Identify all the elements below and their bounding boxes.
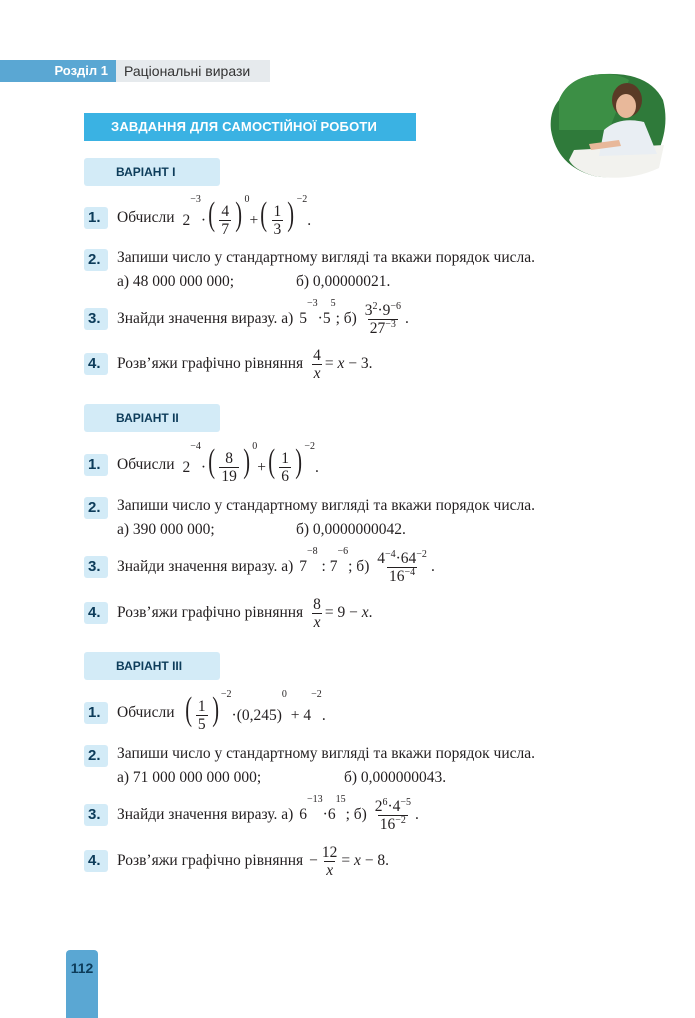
variant-2-label: ВАРІАНТ II — [84, 404, 220, 432]
student-photo — [549, 70, 669, 182]
task-number: 3. — [84, 804, 108, 826]
section-title: ЗАВДАННЯ ДЛЯ САМОСТІЙНОЇ РОБОТИ — [84, 113, 416, 141]
page-number: 112 — [66, 950, 98, 1018]
task-number: 3. — [84, 308, 108, 330]
task-number: 3. — [84, 556, 108, 578]
task-number: 2. — [84, 745, 108, 767]
expression: ( $\frac{1}{5}$ ) $^{-2}\cdot(0,245)^0 + 4^{-2}$. — [184, 688, 326, 734]
chapter-label: Розділ 1 — [0, 60, 116, 82]
task-number: 4. — [84, 602, 108, 624]
task-number: 1. — [84, 454, 108, 476]
task-text: Запиши число у стандартному вигляді та вкажи порядок числа. — [117, 745, 536, 762]
expression: $5^{-3}\cdot 5^5$; б) $\frac{3^2\cdot 9^{-6}}{27^{-3}}$ . — [299, 297, 409, 337]
expression: $7^{-8}$ : $7^{-6}$; б) $\frac{4^{-4}\cdot 64^{-2}}{16^{-4}}$ . — [299, 545, 435, 585]
option-a: а) 71 000 000 000 000; — [117, 769, 262, 786]
task-text: Обчисли — [117, 456, 175, 473]
task-number: 1. — [84, 702, 108, 724]
option-b: б) 0,00000021. — [296, 273, 391, 290]
task-text: Запиши число у стандартному вигляді та вкажи порядок числа. — [117, 497, 536, 514]
task-text: Розв’яжи графічно рівняння — [117, 604, 304, 621]
expression: $2^{-4}\cdot$( $\frac{8}{19}$ ) $^0$+( $\frac{1}{6}$ ) $^{-2}$. — [182, 440, 319, 486]
task-text: Розв’яжи графічно рівняння — [117, 852, 304, 869]
task-number: 2. — [84, 249, 108, 271]
task-number: 4. — [84, 850, 108, 872]
task-number: 2. — [84, 497, 108, 519]
task-text: Знайди значення виразу. а) — [117, 558, 294, 575]
option-b: б) 0,0000000042. — [296, 521, 406, 538]
variant-1-label: ВАРІАНТ I — [84, 158, 220, 186]
equation: $\frac{8}{x}$ = 9 − x. — [313, 595, 373, 631]
task-text: Обчисли — [117, 209, 175, 226]
expression: $2^{-3}\cdot$( $\frac{4}{7}$ ) $^0$+( $\frac{1}{3}$ ) $^{-2}$. — [182, 193, 312, 239]
option-b: б) 0,000000043. — [344, 769, 447, 786]
task-text: Розв’яжи графічно рівняння — [117, 355, 304, 372]
equation: − $\frac{12}{x}$ = x − 8. — [309, 843, 390, 879]
task-text: Знайди значення виразу. а) — [117, 806, 294, 823]
task-text: Обчисли — [117, 704, 175, 721]
task-number: 1. — [84, 207, 108, 229]
variant-3-label: ВАРІАНТ III — [84, 652, 220, 680]
chapter-title: Раціональні вирази — [124, 63, 251, 79]
task-text: Знайди значення виразу. а) — [117, 310, 294, 327]
equation: $\frac{4}{x}$ = x − 3. — [313, 346, 373, 382]
expression: $6^{-13}\cdot 6^{15}$; б) $\frac{2^6\cdot 4^{-5}}{16^{-2}}$ . — [299, 793, 419, 833]
option-a: а) 48 000 000 000; — [117, 273, 235, 290]
task-text: Запиши число у стандартному вигляді та вкажи порядок числа. — [117, 249, 536, 266]
task-number: 4. — [84, 353, 108, 375]
option-a: а) 390 000 000; — [117, 521, 215, 538]
